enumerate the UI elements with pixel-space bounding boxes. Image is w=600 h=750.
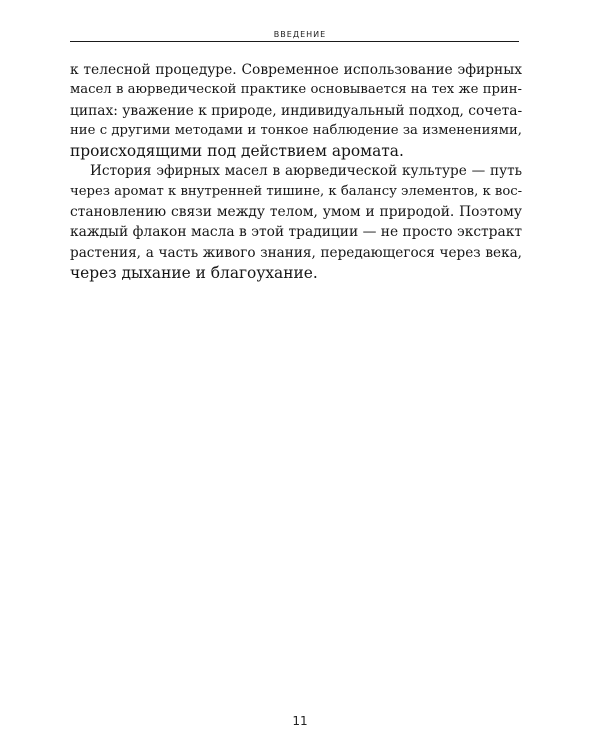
text-line: История эфирных масел в аюрведической культуре — путь xyxy=(90,163,522,180)
text-line: масел в аюрведической практике основывается на тех же прин- xyxy=(70,82,522,98)
text-line: ние с другими методами и тонкое наблюдение за изменениями, xyxy=(70,122,522,138)
text-line: растения, а часть живого знания, передающегося через века, xyxy=(70,244,522,261)
text-line: ципах: уважение к природе, индивидуальный подход, сочета- xyxy=(70,102,523,119)
header-rule xyxy=(70,41,519,42)
paragraph-2 xyxy=(70,161,522,283)
paragraph-1 xyxy=(70,60,522,161)
text-line: через дыхание и благоухание. xyxy=(70,263,318,282)
text-line: каждый флакон масла в этой традиции — не просто экстракт xyxy=(70,224,522,241)
body-text xyxy=(70,60,522,283)
text-line: становлению связи между телом, умом и природой. Поэтому xyxy=(70,204,522,221)
page-number: 11 xyxy=(292,714,308,728)
text-line: через аромат к внутренней тишине, к балансу элементов, к вос- xyxy=(70,183,523,199)
running-head: ВВЕДЕНИЕ xyxy=(273,30,327,39)
text-line: происходящими под действием аромата. xyxy=(70,142,404,161)
text-line: к телесной процедуре. Современное использование эфирных xyxy=(70,62,522,78)
